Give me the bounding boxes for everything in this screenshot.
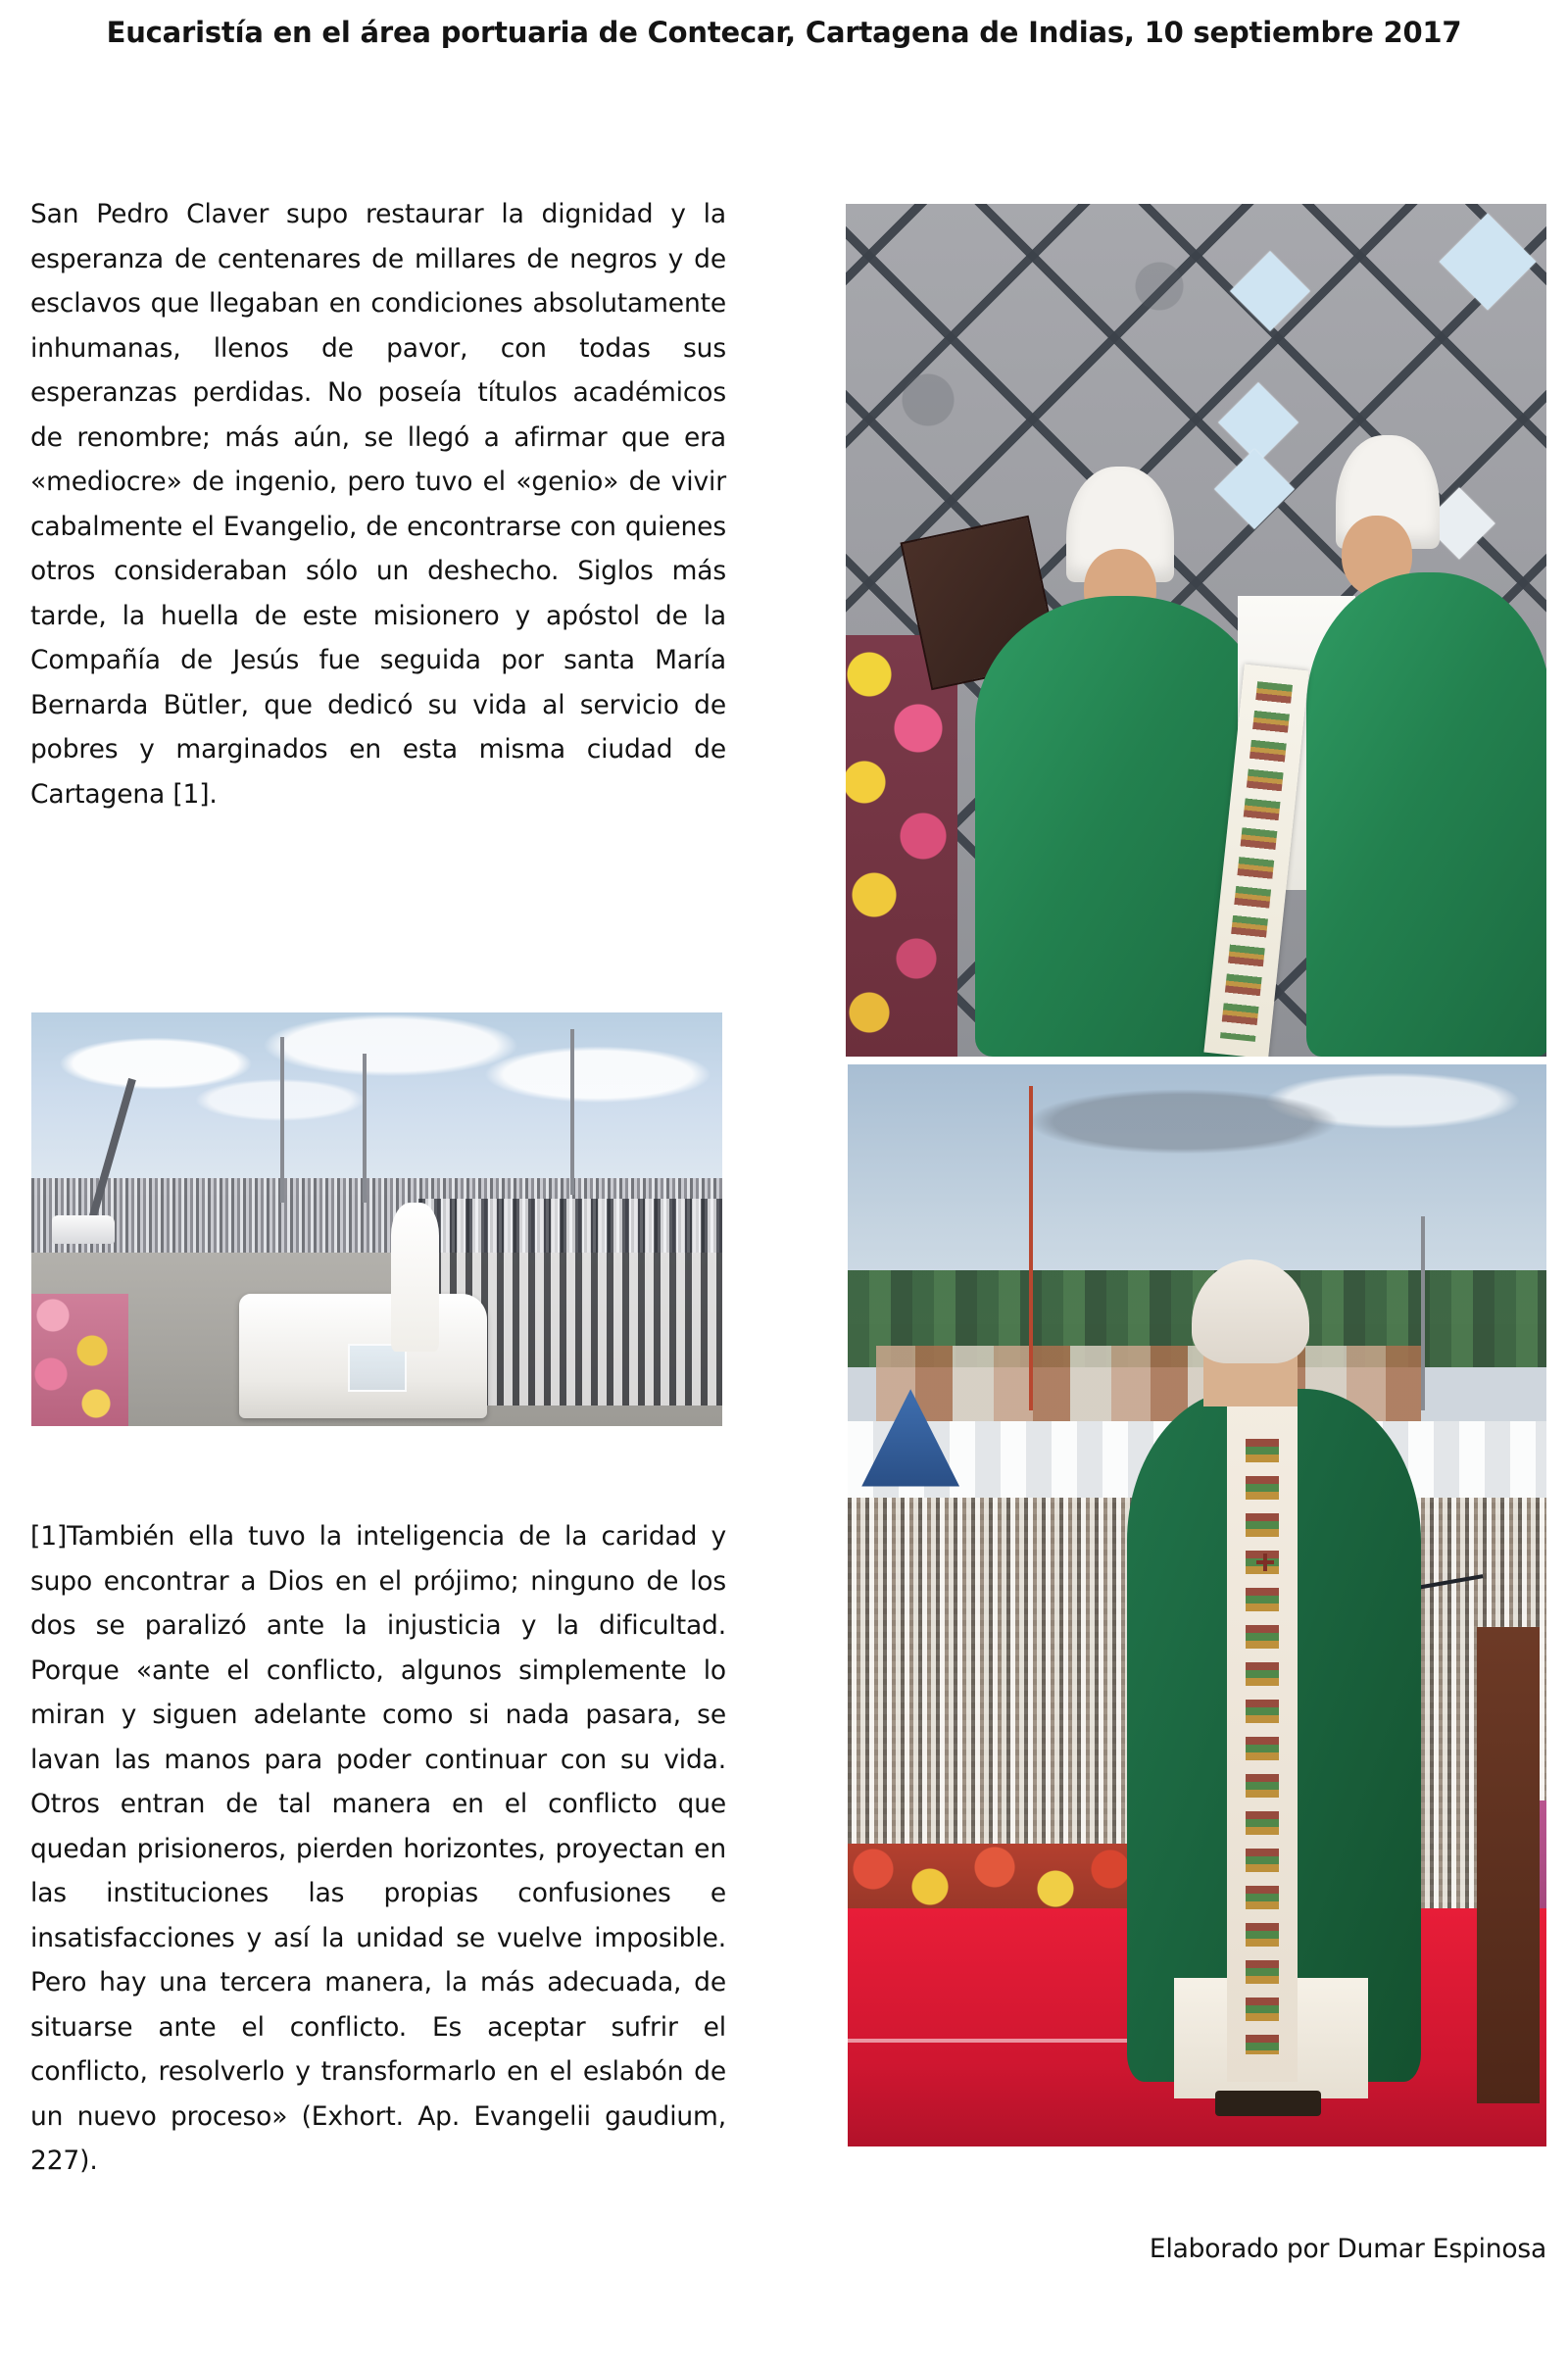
flower-arrangement — [846, 635, 957, 1057]
flower-border — [31, 1294, 128, 1426]
embroidered-stole — [1227, 1398, 1298, 2082]
photo-pope-crowd-content — [848, 1064, 1546, 2146]
page-title: Eucaristía en el área portuaria de Contecar, Cartagena de Indias, 10 septiembre 2017 — [106, 16, 1462, 49]
zucchetto-head — [1192, 1259, 1309, 1363]
shoes — [1215, 2091, 1321, 2116]
photo-pope-facing-crowd — [848, 1064, 1546, 2146]
photo-popemobile-content — [31, 1012, 722, 1426]
clouds — [31, 1012, 722, 1195]
photo-clergy-with-gospel-book — [846, 204, 1546, 1057]
paragraph-main-text: San Pedro Claver supo restaurar la dignidad y la esperanza de centenares de millares de negros y de esclavos que llegaban en condiciones absolutamente inhumanas, llenos de pavor, con todas sus esperanzas perdidas. No poseía títulos académicos de renombre; más aún, se llegó a afirmar que era «mediocre» de ingenio, pero tuvo el «genio» de vivir cabalmente el Evangelio, de encontrarse con quienes otros consideraban sólo un deshecho. Siglos más tarde, la huella de este misionero y apóstol de la Compañía de Jesús fue seguida por santa María Bernarda Bütler, que dedicó su vida al servicio de pobres y marginados en esta misma ciudad de Cartagena [1]. — [30, 199, 726, 810]
light-pole — [363, 1054, 367, 1203]
chasuble-right — [1306, 572, 1546, 1057]
light-pole — [570, 1029, 574, 1195]
light-pole — [1421, 1216, 1425, 1411]
author-credit: Elaborado por Dumar Espinosa — [1149, 2234, 1546, 2264]
escort-car — [52, 1215, 114, 1245]
photo-clergy-content — [846, 204, 1546, 1057]
paragraph-footnote-text: [1]También ella tuvo la inteligencia de la caridad y supo encontrar a Dios en el prójimo; ninguno de los dos se paralizó ante la injusticia y la dificultad. Porque «ante el conflicto, algunos simplemente lo miran y siguen adelante como si nada pasara, se lavan las manos para poder continuar con su vida. Otros entran de tal manera en el conflicto que quedan prisioneros, pierden horizontes, proyectan en las instituciones las propias confusiones e insatisfacciones y así la unidad se vuelve imposible. Pero hay una tercera manera, la más adecuada, de situarse ante el conflicto. Es aceptar sufrir el conflicto, resolverlo y transformarlo en el eslabón de un nuevo proceso» (Exhort. Ap. Evangelii gaudium, 227). — [30, 1521, 726, 2176]
carpet-seam — [848, 2039, 1141, 2043]
lectern — [1477, 1627, 1540, 2103]
photo-popemobile-arrival — [31, 1012, 722, 1426]
pope-figure — [391, 1203, 439, 1352]
pope-figure-back-view — [1127, 1259, 1420, 2125]
cross-motif-icon — [1256, 1554, 1274, 1571]
light-pole — [280, 1037, 284, 1203]
antenna-mast — [1029, 1086, 1033, 1410]
popemobile — [239, 1294, 488, 1418]
